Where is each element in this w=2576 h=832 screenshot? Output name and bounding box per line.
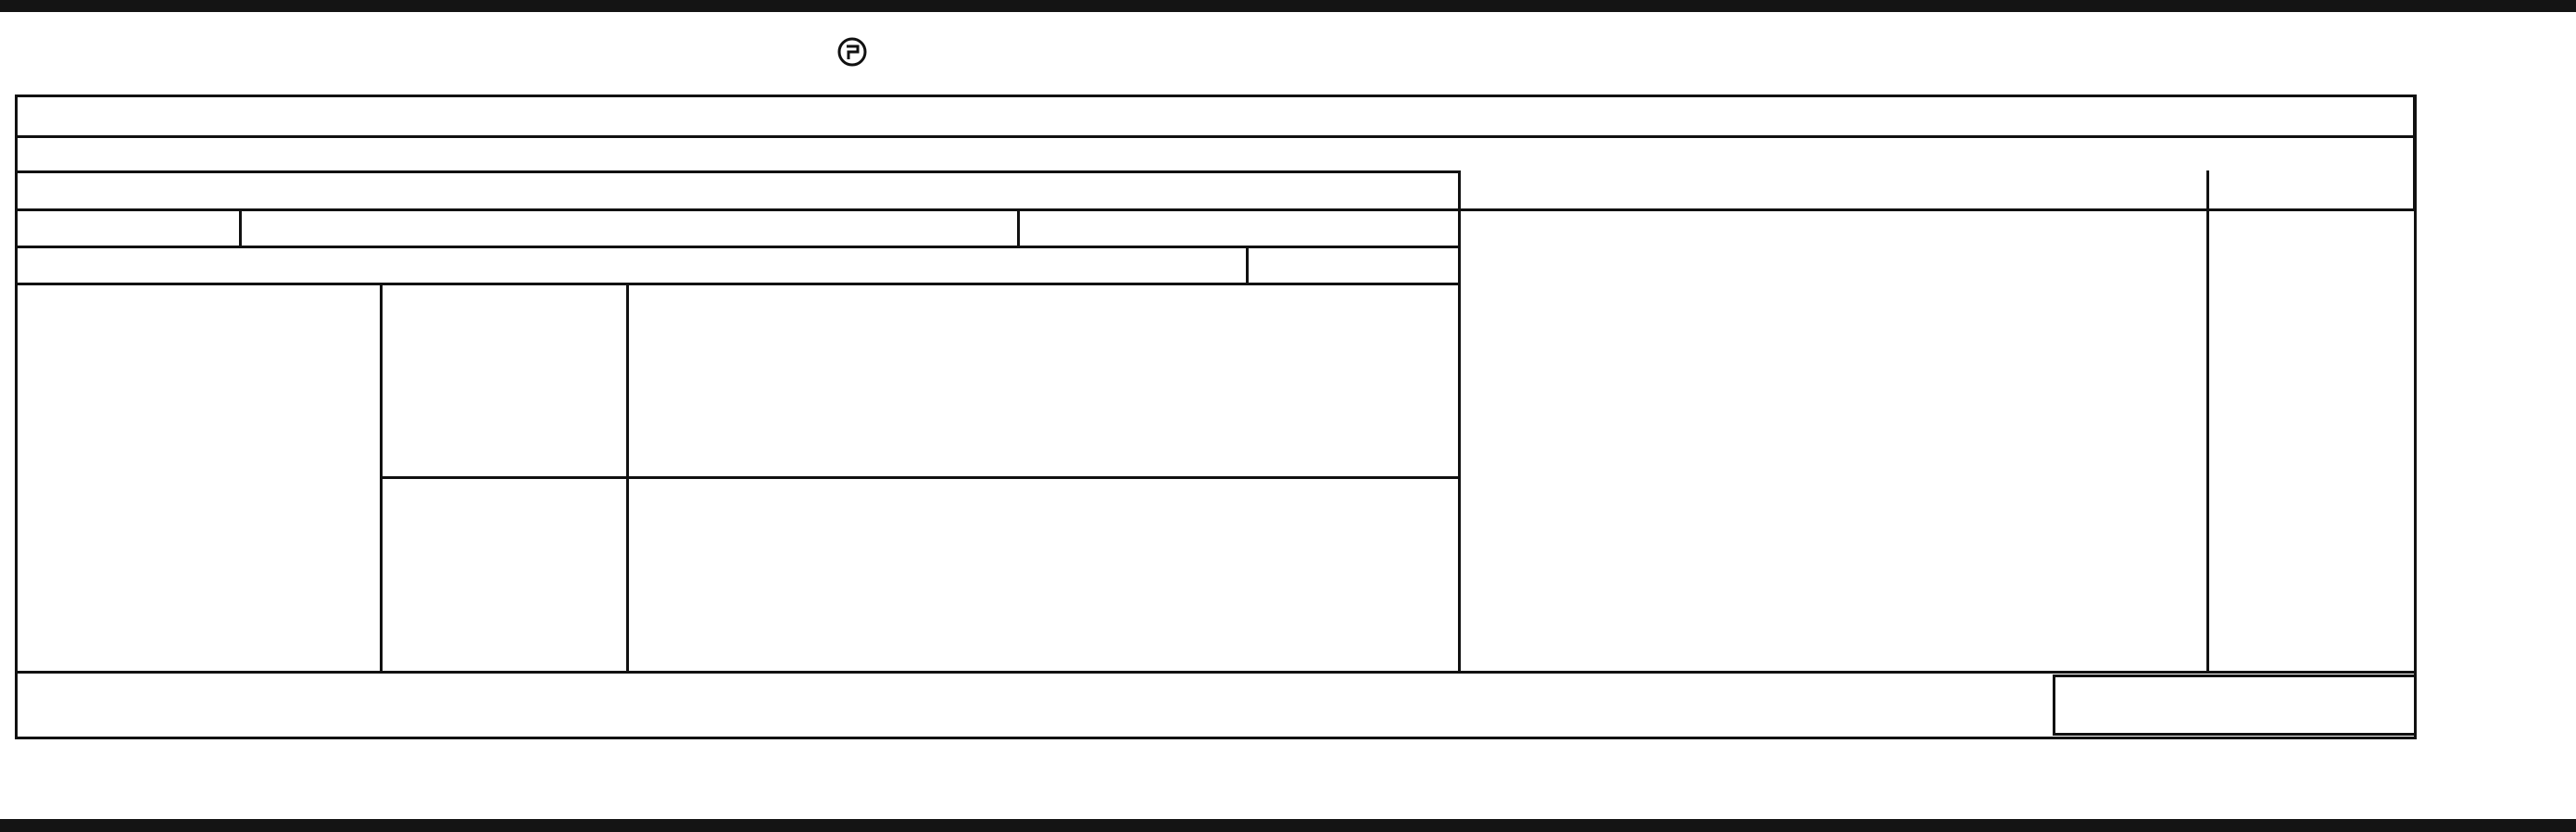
certipostal-logo-icon — [815, 35, 889, 72]
barcode — [1497, 24, 2229, 89]
documento-row — [246, 211, 258, 243]
certipostal-logo — [815, 35, 889, 91]
main-frame — [15, 95, 2417, 739]
guia-box — [2053, 674, 2417, 736]
bottom-scan-border — [0, 819, 2576, 832]
admision-row — [1024, 211, 1034, 243]
top-scan-border — [0, 0, 2576, 12]
